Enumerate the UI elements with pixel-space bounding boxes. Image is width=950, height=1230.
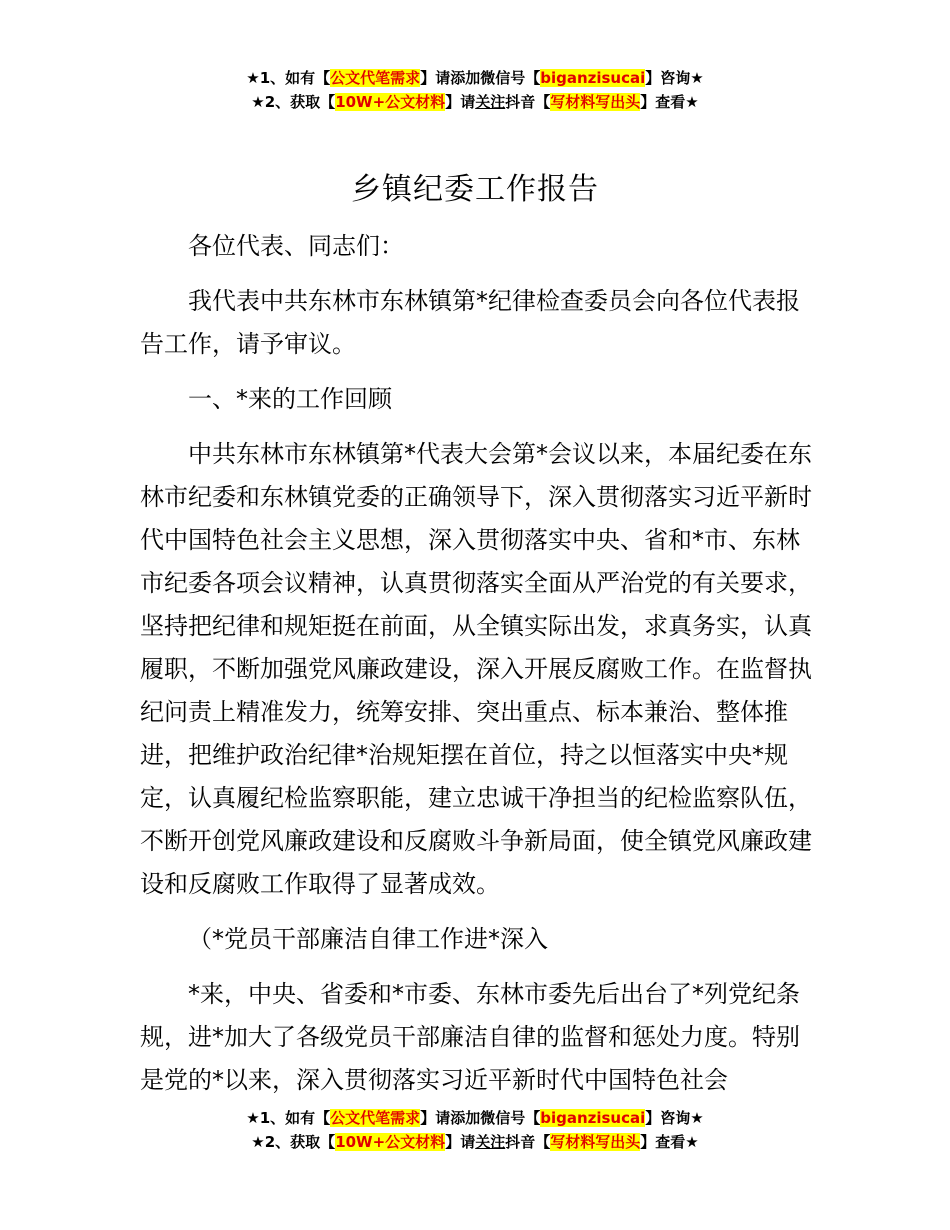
banner-text: 】咨询★: [645, 69, 704, 87]
paragraph: 中共东林市东林镇第*代表大会第*会议以来，本届纪委在东林市纪委和东林镇党委的正确领导下，深入贯彻落实习近平新时代中国特色社会主义思想，深入贯彻落实中央、省和*市、东林市纪委各项会议精神，认真贯彻落实全面从严治党的有关要求，坚持把纪律和规矩挺在前面，从全镇实际出发，求真务实，认真履职，不断加强党风廉政建设，深入开展反腐败工作。在监督执纪问责上精准发力，统筹安排、突出重点、标本兼治、整体推进，把维护政治纪律*治规矩摆在首位，持之以恒落实中央*规定，认真履纪检监察职能，建立忠诚干净担当的纪检监察队伍，不断开创党风廉政建设和反腐败斗争新局面，使全镇党风廉政建设和反腐败工作取得了显著成效。: [140, 440, 812, 898]
banner-text: 】请: [445, 93, 476, 111]
banner-text: 】请: [445, 1133, 476, 1151]
banner-highlight: 10W+公文材料: [335, 1133, 446, 1151]
banner-highlight: 10W+公文材料: [335, 93, 446, 111]
banner-highlight: 写材料写出头: [550, 93, 641, 111]
banner-text: 】查看★: [640, 1133, 699, 1151]
banner-line-2: [0, 1130, 950, 1154]
banner-text: 】查看★: [640, 93, 699, 111]
paragraph: 各位代表、同志们：: [188, 232, 404, 260]
paragraph: *来，中央、省委和*市委、东林市委先后出台了*列党纪条规，进*加大了各级党员干部廉洁自律的监督和惩处力度。特别是党的*以来，深入贯彻落实习近平新时代中国特色社会: [140, 980, 800, 1094]
document-body: [140, 225, 820, 1102]
section-heading: 一、*来的工作回顾: [188, 385, 392, 413]
banner-highlight: 公文代笔需求: [330, 1109, 421, 1127]
header-banner: [0, 66, 950, 114]
banner-text: ★1、如有【: [246, 69, 331, 87]
banner-highlight: 公文代笔需求: [330, 69, 421, 87]
banner-text: ★2、获取【: [251, 93, 336, 111]
banner-text: 抖音【: [505, 1133, 551, 1151]
paragraph: 我代表中共东林市东林镇第*纪律检查委员会向各位代表报告工作，请予审议。: [140, 287, 800, 358]
banner-line-1: [0, 66, 950, 90]
subsection-heading: （*党员干部廉洁自律工作进*深入: [188, 925, 548, 953]
banner-underline: 关注: [475, 1133, 506, 1151]
banner-text: 】请添加微信号【: [420, 69, 541, 87]
banner-highlight: biganzisucai: [540, 1109, 646, 1127]
banner-line-1: [0, 1106, 950, 1130]
banner-text: 抖音【: [505, 93, 551, 111]
banner-underline: 关注: [475, 93, 506, 111]
banner-text: 】咨询★: [645, 1109, 704, 1127]
banner-line-2: [0, 90, 950, 114]
document-title: 乡镇纪委工作报告: [351, 172, 599, 207]
banner-text: ★1、如有【: [246, 1109, 331, 1127]
banner-highlight: biganzisucai: [540, 69, 646, 87]
banner-text: 】请添加微信号【: [420, 1109, 541, 1127]
banner-text: ★2、获取【: [251, 1133, 336, 1151]
footer-banner: [0, 1106, 950, 1154]
banner-highlight: 写材料写出头: [550, 1133, 641, 1151]
